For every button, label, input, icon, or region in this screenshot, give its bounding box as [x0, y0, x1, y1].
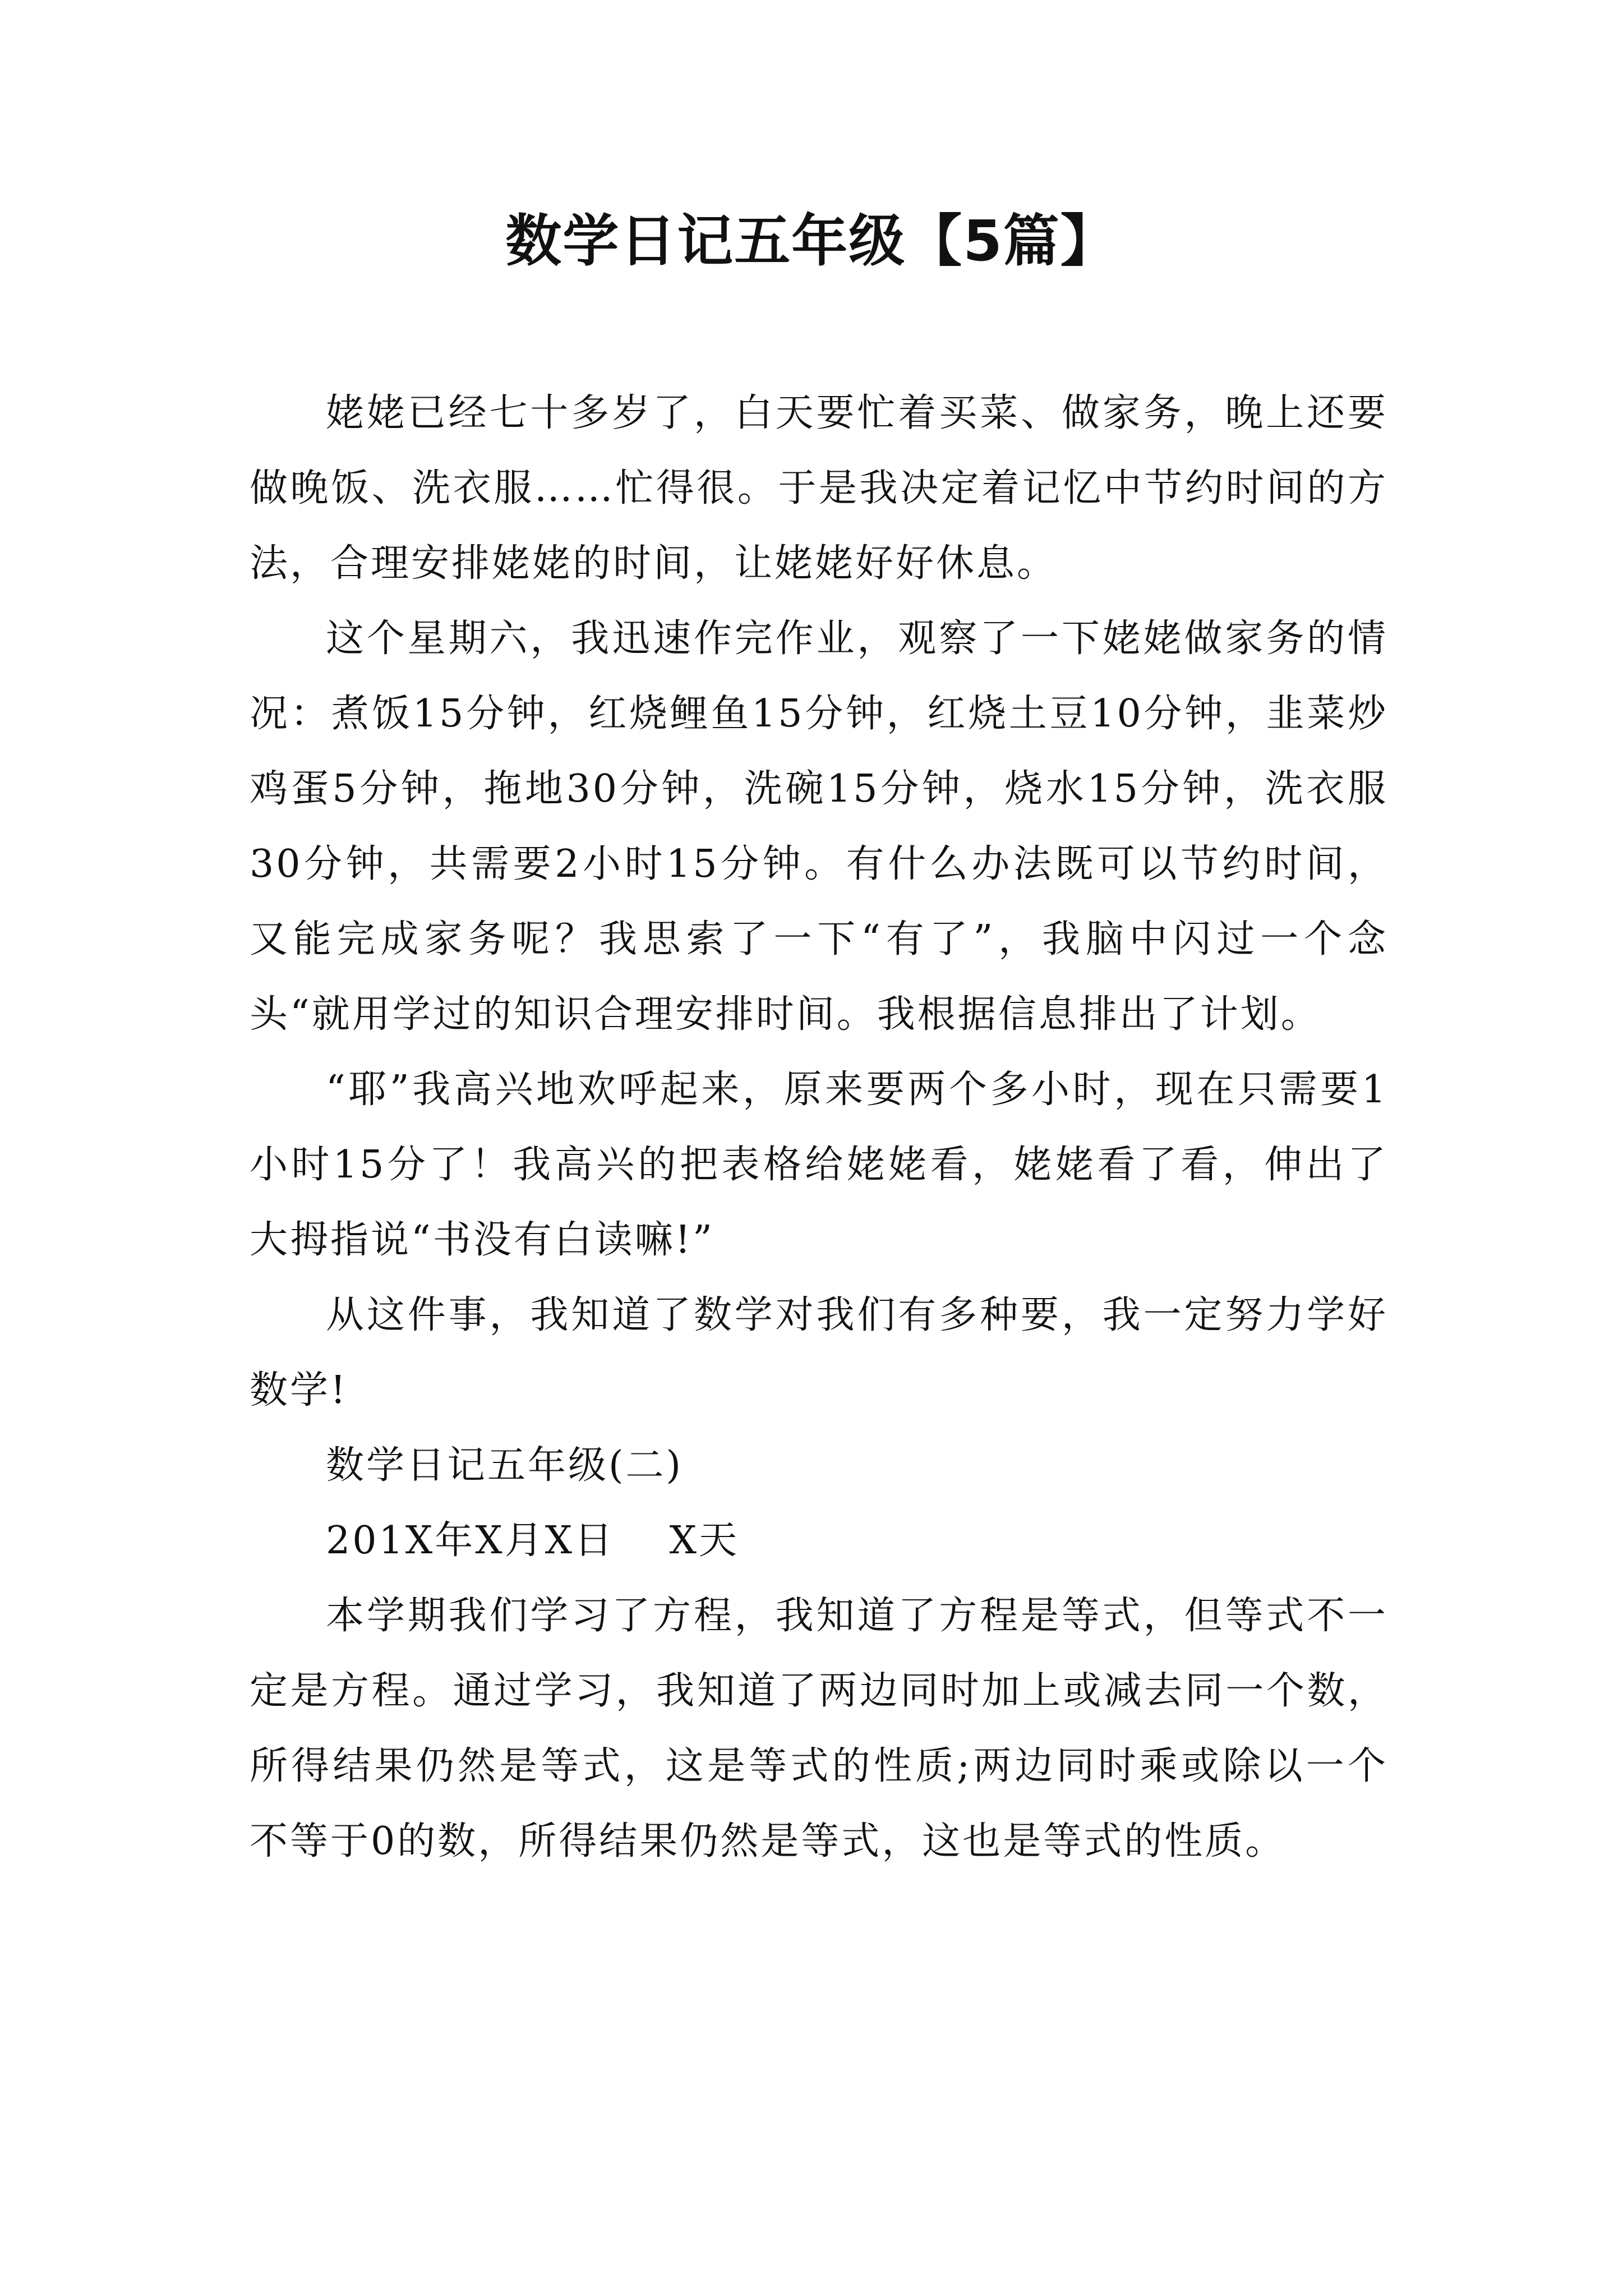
paragraph-3: “耶”我高兴地欢呼起来，原来要两个多小时，现在只需要1小时15分了！我高兴的把表格给姥姥看，姥姥看了看，伸出了大拇指说“书没有白读嘛!” [250, 1068, 1388, 1262]
diary-date-line: 201X年X月X日 X天 [326, 1519, 740, 1563]
section-heading-2: 数学日记五年级(二) [326, 1443, 684, 1488]
document-body [250, 376, 1388, 1879]
document-title: 数学日记五年级【5篇】 [505, 208, 1118, 274]
paragraph-1: 姥姥已经七十多岁了，白天要忙着买菜、做家务，晚上还要做晚饭、洗衣服……忙得很。于是我决定着记忆中节约时间的方法，合理安排姥姥的时间，让姥姥好好休息。 [250, 391, 1388, 586]
paragraph-2: 这个星期六，我迅速作完作业，观察了一下姥姥做家务的情况：煮饭15分钟，红烧鲤鱼15分钟，红烧土豆10分钟，韭菜炒鸡蛋5分钟，拖地30分钟，洗碗15分钟，烧水15分钟，洗衣服30分钟，共需要2小时15分钟。有什么办法既可以节约时间，又能完成家务呢？我思索了一下“有了”，我脑中闪过一个念头“就用学过的知识合理安排时间。我根据信息排出了计划。 [250, 616, 1388, 1037]
paragraph-4: 从这件事，我知道了数学对我们有多种要，我一定努力学好数学! [250, 1293, 1388, 1412]
paragraph-5: 本学期我们学习了方程，我知道了方程是等式，但等式不一定是方程。通过学习，我知道了两边同时加上或减去同一个数，所得结果仍然是等式，这是等式的性质;两边同时乘或除以一个不等于0的数，所得结果仍然是等式，这也是等式的性质。 [250, 1594, 1388, 1864]
